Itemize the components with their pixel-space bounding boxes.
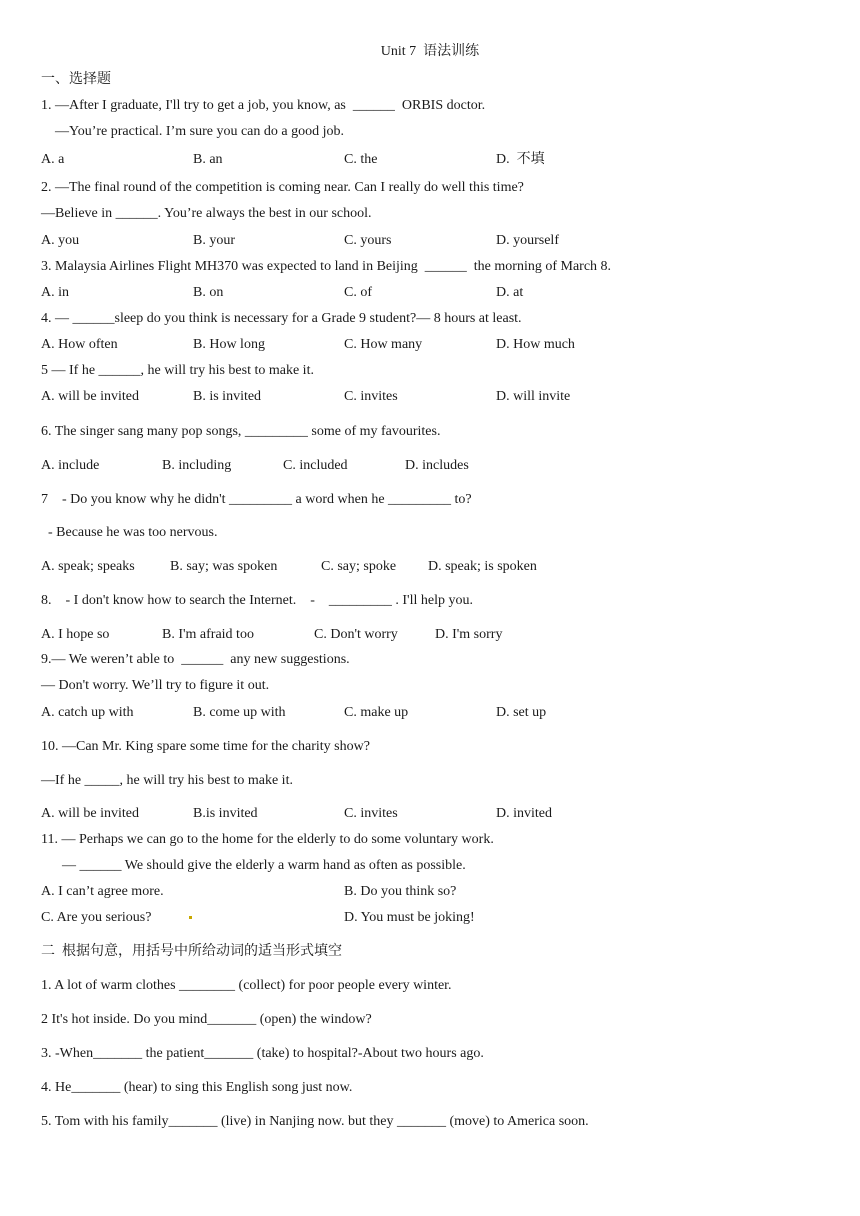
option-b: B. I'm afraid too [162,627,254,642]
option-a: A. a [41,152,65,167]
question-line: — Don't worry. We’ll try to figure it out. [41,678,270,693]
fill-in-item: 2 It's hot inside. Do you mind_______ (open) the window? [41,1012,372,1027]
option-b: B. on [193,285,224,300]
question-line: 9.— We weren’t able to ______ any new suggestions. [41,652,350,667]
option-d: D. You must be joking! [344,910,475,925]
question-line: —You’re practical. I’m sure you can do a good job. [41,124,345,139]
option-d: D. 不填 [496,152,545,167]
option-d: D. will invite [496,389,571,404]
question-line: 4. — ______sleep do you think is necessary for a Grade 9 student?— 8 hours at least. [41,311,522,326]
question-line: 3. Malaysia Airlines Flight MH370 was expected to land in Beijing ______ the morning of March 8. [41,259,612,274]
option-d: D. yourself [496,233,559,248]
option-b: B. come up with [193,705,286,720]
question-line: — ______ We should give the elderly a warm hand as often as possible. [41,858,466,873]
section-heading: 二 根据句意，用括号中所给动词的适当形式填空 [41,944,342,959]
option-a: A. in [41,285,69,300]
question-line: 2. —The final round of the competition is coming near. Can I really do well this time? [41,180,524,195]
option-b: B. including [162,458,232,473]
option-c: C. yours [344,233,392,248]
option-d: D. at [496,285,524,300]
question-line: 1. —After I graduate, I'll try to get a job, you know, as ______ ORBIS doctor. [41,98,486,113]
option-a: A. will be invited [41,806,139,821]
question-line: —Believe in ______. You’re always the best in our school. [41,206,372,221]
option-d: D. How much [496,337,575,352]
option-b: B. is invited [193,389,262,404]
fill-in-item: 1. A lot of warm clothes ________ (collect) for poor people every winter. [41,978,452,993]
option-a: A. I can’t agree more. [41,884,164,899]
option-a: A. catch up with [41,705,134,720]
option-c: C. invites [344,806,398,821]
option-c: C. say; spoke [321,559,397,574]
option-d: D. invited [496,806,552,821]
option-c: C. invites [344,389,398,404]
option-c: C. included [283,458,348,473]
option-b: B. an [193,152,223,167]
option-c: C. make up [344,705,409,720]
question-line: 7 - Do you know why he didn't _________ a word when he _________ to? [41,492,472,507]
fill-in-item: 5. Tom with his family_______ (live) in Nanjing now. but they _______ (move) to America soon. [41,1114,589,1129]
question-line: 5 — If he ______, he will try his best to make it. [41,363,314,378]
question-line: 11. — Perhaps we can go to the home for the elderly to do some voluntary work. [41,832,494,847]
option-c: C. How many [344,337,423,352]
option-b: B. Do you think so? [344,884,457,899]
option-d: D. includes [405,458,469,473]
fill-in-item: 4. He_______ (hear) to sing this English song just now. [41,1080,353,1095]
option-b: B. How long [193,337,265,352]
option-c: C. the [344,152,378,167]
question-line: 6. The singer sang many pop songs, _________ some of my favourites. [41,424,441,439]
question-line: —If he _____, he will try his best to make it. [41,773,293,788]
option-a: A. you [41,233,80,248]
option-c: C. of [344,285,372,300]
question-line: 8. - I don't know how to search the Internet. - _________ . I'll help you. [41,593,473,608]
ink-dot [189,916,192,919]
option-b: B.is invited [193,806,258,821]
option-c: C. Don't worry [314,627,398,642]
option-a: A. will be invited [41,389,139,404]
option-b: B. your [193,233,235,248]
option-b: B. say; was spoken [170,559,278,574]
option-c: C. Are you serious? [41,910,152,925]
option-d: D. set up [496,705,547,720]
option-a: A. speak; speaks [41,559,135,574]
option-a: A. How often [41,337,118,352]
page-title: Unit 7 语法训练 [380,44,480,59]
section-heading: 一、选择题 [41,72,111,87]
question-line: - Because he was too nervous. [41,525,218,540]
question-line: 10. —Can Mr. King spare some time for the charity show? [41,739,370,754]
option-d: D. speak; is spoken [428,559,537,574]
option-a: A. include [41,458,100,473]
option-a: A. I hope so [41,627,110,642]
option-d: D. I'm sorry [435,627,503,642]
fill-in-item: 3. -When_______ the patient_______ (take) to hospital?-About two hours ago. [41,1046,484,1061]
